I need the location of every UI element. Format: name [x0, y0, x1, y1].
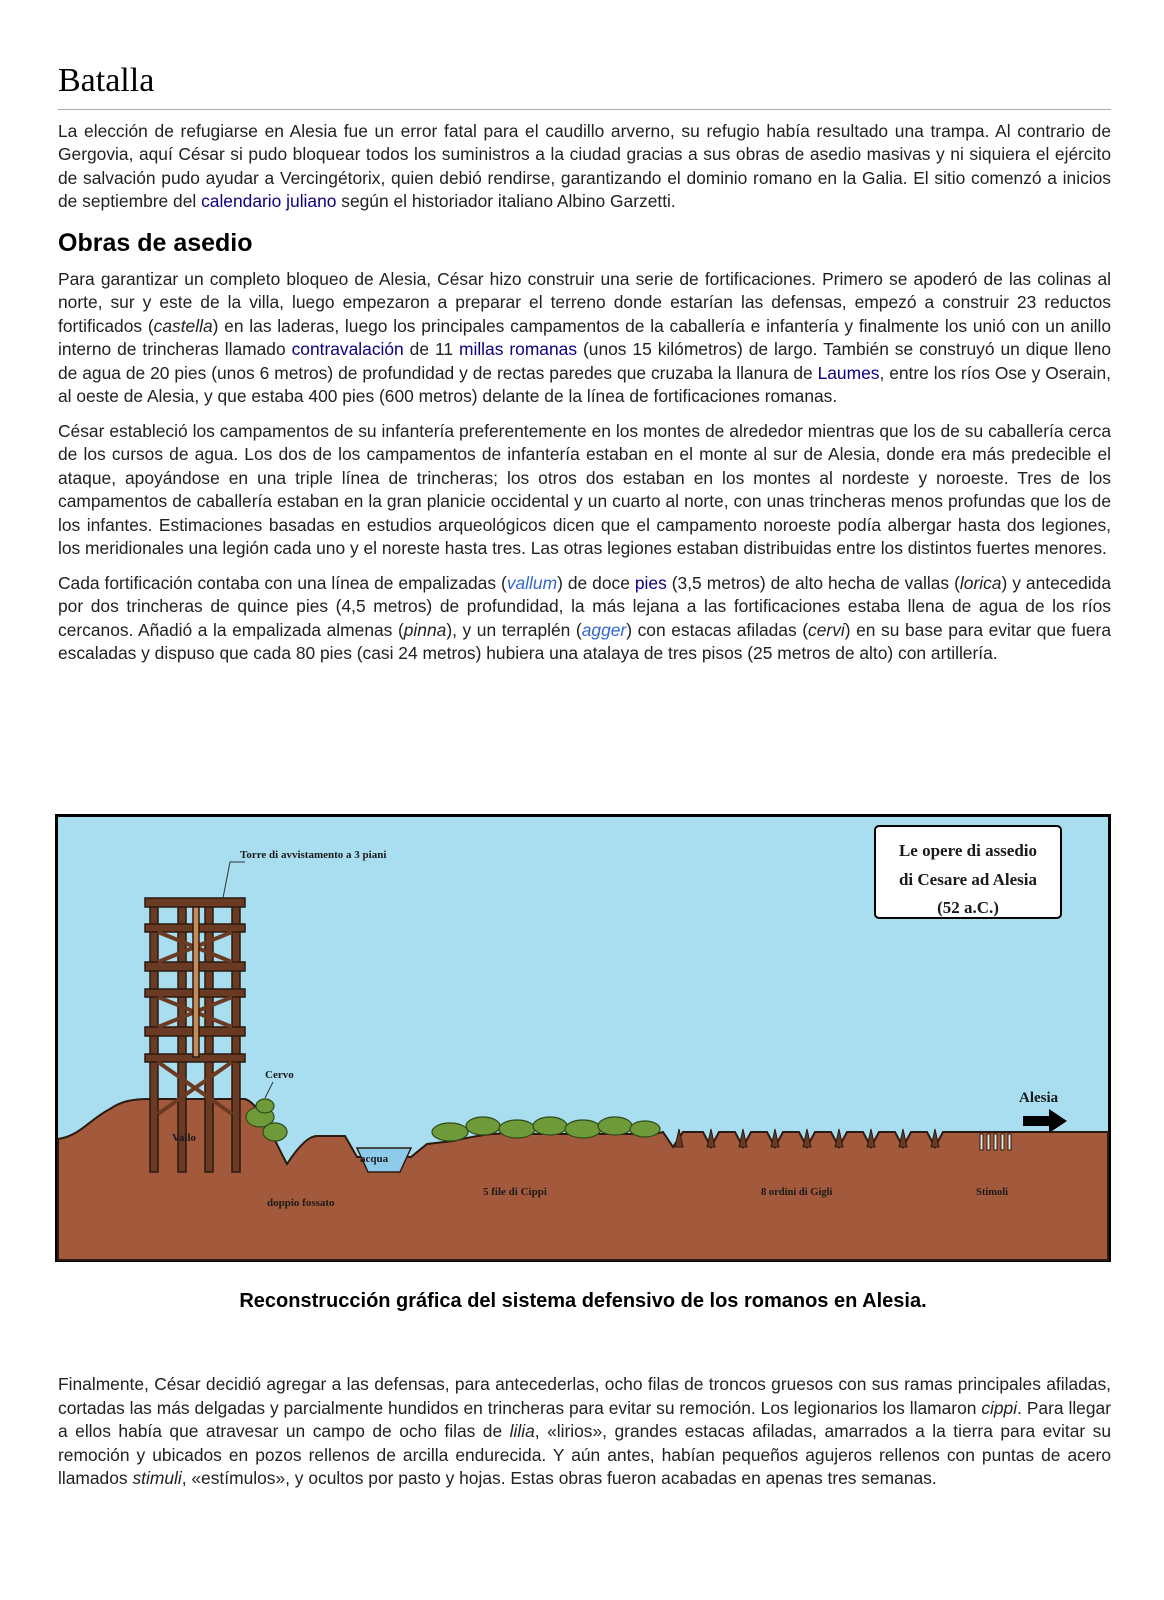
label-torre: Torre di avvistamento a 3 piani — [240, 849, 387, 861]
label-vallo: Vallo — [172, 1132, 197, 1144]
label-cervo: Cervo — [265, 1069, 294, 1081]
p4-text: . Para llegar a ellos había que atravesar un campo de ocho filas de — [58, 1397, 1111, 1441]
p4-italic-cippi: cippi — [981, 1397, 1018, 1418]
siege-diagram-svg — [55, 814, 1111, 1262]
p4-italic-lilia: lilia — [509, 1421, 535, 1441]
p1-text: ) en las laderas, luego los principales campamentos de la caballería e infantería y finalmente los unió con un anillo interno de trincheras llamado — [58, 315, 1111, 359]
label-stimoli: Stimoli — [976, 1187, 1009, 1198]
intro-text-1: La elección de refugiarse en Alesia fue un error fatal para el caudillo arverno, su refugio había resultado una trampa. Al contrario de Gergovia, aquí César si pudo bloquear todos los suministros a la ciudad gracias a sus obras de asedio masivas y ni siquiera el ejército de salvación pudo ayudar a Vercingétorix, quien debió rendirse, garantizando el dominio romano en la Galia. El sitio comenzó a inicios de septiembre del — [58, 120, 1111, 211]
p1-italic-castella: castella — [153, 315, 213, 336]
label-acqua: acqua — [360, 1153, 389, 1165]
article-body-bottom — [58, 1373, 1111, 1491]
p3-text: ) en su base para evitar que fuera escaladas y dispuso que cada 80 pies (casi 24 metros) hubiera una atalaya de tres pisos (25 metros de alto) con artillería. — [58, 619, 1112, 663]
p4-italic-stimuli: stimuli — [132, 1468, 182, 1488]
p1-text: , entre los ríos Ose y Oserain, al oeste de Alesia, y que estaba 400 pies (600 metros) delante de la línea de fortificaciones romanas. — [58, 362, 1111, 406]
p3-italic-pinna: pinna — [403, 619, 447, 640]
p1-text: (unos 15 kilómetros) de largo. También se construyó un dique lleno de agua de 20 pies (unos 6 metros) de profundidad y de rectas paredes que cruzaba la llanura de — [58, 339, 1111, 383]
siege-diagram[interactable] — [55, 814, 1111, 1262]
p3-text: ), y un terraplén ( — [446, 619, 582, 640]
p4-text: , «lirios», grandes estacas afiladas, amarrados a la tierra para evitar su remoción y ubicados en pozos rellenos de arcilla endurecida. Y aún antes, habían pequeños agujeros rellenos con puntas de acero llamados — [58, 1421, 1112, 1488]
diagram-title-line-1: Le opere di assedio — [898, 841, 1038, 860]
link-contravalacion[interactable]: contravalación — [291, 339, 404, 359]
p3-text: (3,5 metros) de alto hecha de vallas ( — [666, 572, 960, 593]
p4-text: , «estímulos», y ocultos por pasto y hojas. Estas obras fueron acabadas en apenas tres semanas. — [181, 1468, 937, 1488]
p1-text: Para garantizar un completo bloqueo de Alesia, César hizo construir una serie de fortificaciones. Primero se apoderó de las colinas al norte, sur y este de la villa, luego empezaron a preparar el terreno donde estarían las defensas, empezó a construir 23 reductos fortificados ( — [58, 268, 1111, 336]
paragraph-4 — [58, 1373, 1111, 1491]
link-agger[interactable]: agger — [581, 619, 627, 640]
label-fossato: doppio fossato — [267, 1197, 335, 1209]
intro-paragraph — [58, 120, 1111, 214]
p3-italic-cervi: cervi — [808, 619, 845, 640]
subheading-obras-de-asedio: Obras de asedio — [58, 228, 253, 257]
link-laumes[interactable]: Laumes — [817, 362, 880, 383]
label-alesia: Alesia — [1019, 1090, 1059, 1106]
p3-text: ) de doce — [557, 572, 635, 593]
p3-text: Cada fortificación contaba con una línea de empalizadas ( — [58, 572, 507, 593]
article-body — [58, 60, 1111, 666]
p4-text: Finalmente, César decidió agregar a las defensas, para antecederlas, ocho filas de troncos gruesos con sus ramas principales afiladas, cortadas las más delgadas y parcialmente hundidos en trincheras para evitar su remoción. Los legionarios los llamaron — [58, 1374, 1111, 1418]
link-millas-romanas[interactable]: millas romanas — [458, 339, 578, 359]
intro-text-2: según el historiador italiano Albino Garzetti. — [336, 191, 676, 211]
label-cippi: 5 file di Cippi — [483, 1186, 547, 1198]
link-vallum[interactable]: vallum — [506, 572, 558, 593]
link-calendario-juliano[interactable]: calendario juliano — [201, 191, 337, 211]
label-gigli: 8 ordini di Gigli — [761, 1187, 833, 1198]
p3-italic-lorica: lorica — [959, 572, 1002, 593]
section-heading-batalla: Batalla — [58, 60, 1111, 110]
figure-caption: Reconstrucción gráfica del sistema defensivo de los romanos en Alesia. — [239, 1290, 927, 1312]
p3-text: ) y antecedida por dos trincheras de quince pies (4,5 metros) de profundidad, la más lejana a las fortificaciones estaba llena de agua de los ríos cercanos. Añadió a la empalizada almenas ( — [58, 572, 1112, 640]
paragraph-2: César estableció los campamentos de su infantería preferentemente en los montes de alrededor mientras que los de su caballería cerca de los cursos de agua. Los dos de los campamentos de infantería estaban en el monte al sur de Alesia, donde era más predecible el ataque, apoyándose en una triple línea de trincheras; los otros dos estaban en los montes al nordeste y noroeste. Tres de los campamentos de caballería estaban en la gran planicie occidental y un cuarto al norte, con unas trincheras menos profundas que los de los infantes. Estimaciones basadas en estudios arqueológicos dicen que el campamento noroeste podía albergar hasta dos legiones, los meridionales una legión cada uno y el noreste hasta tres. Las otras legiones estaban distribuidas entre los distintos fuertes menores. — [58, 420, 1111, 558]
p1-text: de 11 — [403, 339, 459, 359]
diagram-title-line-2: di Cesare ad Alesia — [898, 870, 1038, 889]
p3-text: ) con estacas afiladas ( — [626, 619, 809, 640]
paragraph-3 — [58, 572, 1111, 666]
paragraph-1 — [58, 268, 1111, 409]
link-pies[interactable]: pies — [634, 572, 667, 593]
diagram-title-line-3: (52 a.C.) — [937, 898, 999, 917]
